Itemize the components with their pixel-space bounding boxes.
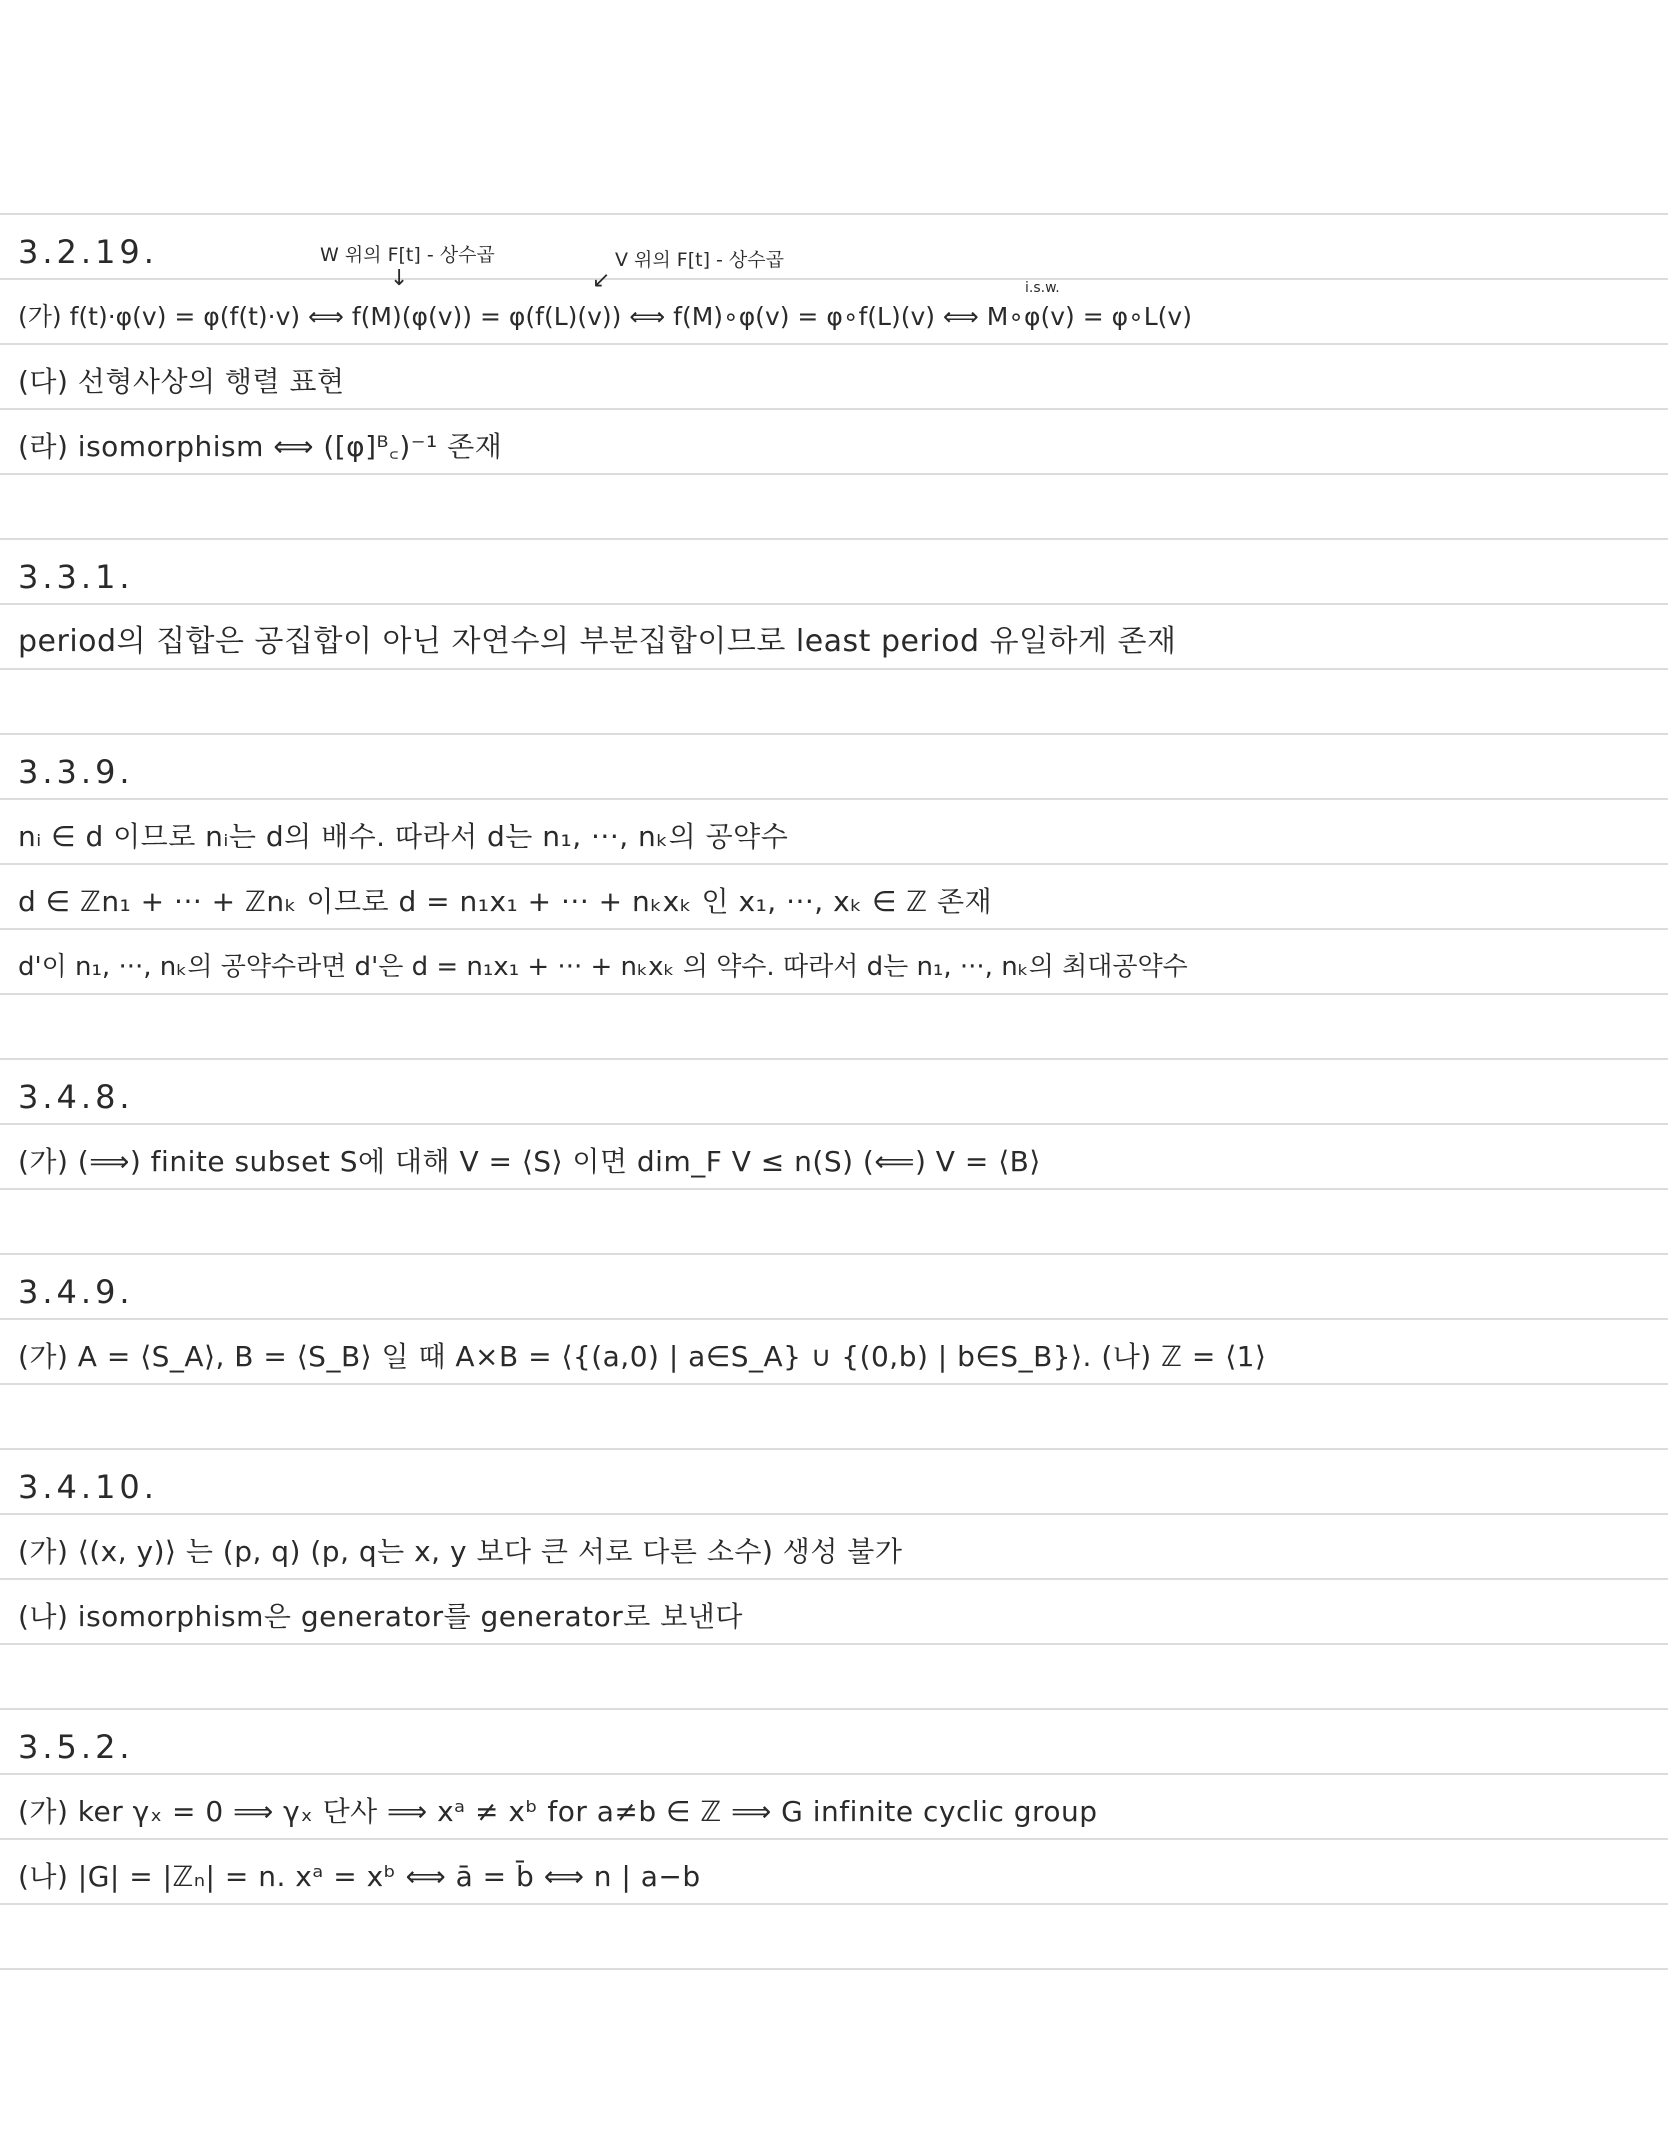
note-line: (가) (⟹) finite subset S에 대해 V = ⟨S⟩ 이면 dim_F V ≤ n(S) (⟸) V = ⟨B⟩ — [18, 1145, 1041, 1178]
note-line: (나) |G| = |ℤₙ| = n. xᵃ = xᵇ ⟺ ā = b̄ ⟺ n | a−b — [18, 1860, 701, 1893]
note-line: d'이 n₁, ···, nₖ의 공약수라면 d'은 d = n₁x₁ + ··· + nₖxₖ 의 약수. 따라서 d는 n₁, ···, nₖ의 최대공약수 — [18, 952, 1188, 982]
section-heading: 3.4.8. — [18, 1078, 134, 1116]
ruled-line — [0, 278, 1668, 280]
note-line: period의 집합은 공집합이 아닌 자연수의 부분집합이므로 least period 유일하게 존재 — [18, 624, 1177, 659]
section-heading: 3.3.1. — [18, 558, 134, 596]
ruled-line — [0, 1383, 1668, 1385]
section-heading: 3.4.10. — [18, 1468, 158, 1506]
note-line: (가) A = ⟨S_A⟩, B = ⟨S_B⟩ 일 때 A×B = ⟨{(a,0) | a∈S_A} ∪ {(0,b) | b∈S_B}⟩. (나) ℤ = ⟨1⟩ — [18, 1340, 1267, 1373]
ruled-line — [0, 993, 1668, 995]
section-heading: 3.2.19. — [18, 233, 158, 271]
ruled-line — [0, 1123, 1668, 1125]
annotation-v: V 위의 F[t] - 상수곱 — [615, 249, 784, 271]
note-line: (가) f(t)·φ(v) = φ(f(t)·v) ⟺ f(M)(φ(v)) = φ(f(L)(v)) ⟺ f(M)∘φ(v) = φ∘f(L)(v) ⟺ M∘φ(v) = φ∘L(v) — [18, 302, 1192, 331]
ruled-line — [0, 1058, 1668, 1060]
ruled-line — [0, 733, 1668, 735]
down-left-arrow-icon: ↙ — [592, 268, 611, 293]
ruled-line — [0, 1318, 1668, 1320]
ruled-line — [0, 408, 1668, 410]
down-arrow-icon: ↓ — [390, 266, 409, 291]
ruled-line — [0, 928, 1668, 930]
ruled-line — [0, 1188, 1668, 1190]
note-line: d ∈ ℤn₁ + ··· + ℤnₖ 이므로 d = n₁x₁ + ··· + nₖxₖ 인 x₁, ···, xₖ ∈ ℤ 존재 — [18, 885, 993, 918]
note-line: (나) isomorphism은 generator를 generator로 보낸다 — [18, 1600, 743, 1633]
note-line: (가) ⟨(x, y)⟩ 는 (p, q) (p, q는 x, y 보다 큰 서로 다른 소수) 생성 불가 — [18, 1535, 903, 1568]
ruled-line — [0, 1253, 1668, 1255]
ruled-line — [0, 343, 1668, 345]
ruled-line — [0, 863, 1668, 865]
ruled-line — [0, 1773, 1668, 1775]
ruled-line — [0, 1838, 1668, 1840]
section-heading: 3.4.9. — [18, 1273, 134, 1311]
note-line: (라) isomorphism ⟺ ([φ]ᴮ꜀)⁻¹ 존재 — [18, 430, 503, 463]
ruled-line — [0, 538, 1668, 540]
ruled-line — [0, 1578, 1668, 1580]
annotation-isw: i.s.w. — [1025, 280, 1060, 296]
ruled-line — [0, 1643, 1668, 1645]
ruled-line — [0, 473, 1668, 475]
section-heading: 3.5.2. — [18, 1728, 134, 1766]
annotation-w: W 위의 F[t] - 상수곱 — [320, 244, 495, 266]
ruled-line — [0, 1903, 1668, 1905]
ruled-line — [0, 668, 1668, 670]
ruled-line — [0, 1513, 1668, 1515]
note-line: (다) 선형사상의 행렬 표현 — [18, 365, 345, 398]
section-heading: 3.3.9. — [18, 753, 134, 791]
ruled-line — [0, 1708, 1668, 1710]
ruled-line — [0, 1968, 1668, 1970]
note-line: nᵢ ∈ d 이므로 nᵢ는 d의 배수. 따라서 d는 n₁, ···, nₖ의 공약수 — [18, 820, 789, 853]
ruled-line — [0, 213, 1668, 215]
ruled-line — [0, 603, 1668, 605]
ruled-line — [0, 1448, 1668, 1450]
note-line: (가) ker γₓ = 0 ⟹ γₓ 단사 ⟹ xᵃ ≠ xᵇ for a≠b ∈ ℤ ⟹ G infinite cyclic group — [18, 1795, 1098, 1828]
ruled-line — [0, 798, 1668, 800]
